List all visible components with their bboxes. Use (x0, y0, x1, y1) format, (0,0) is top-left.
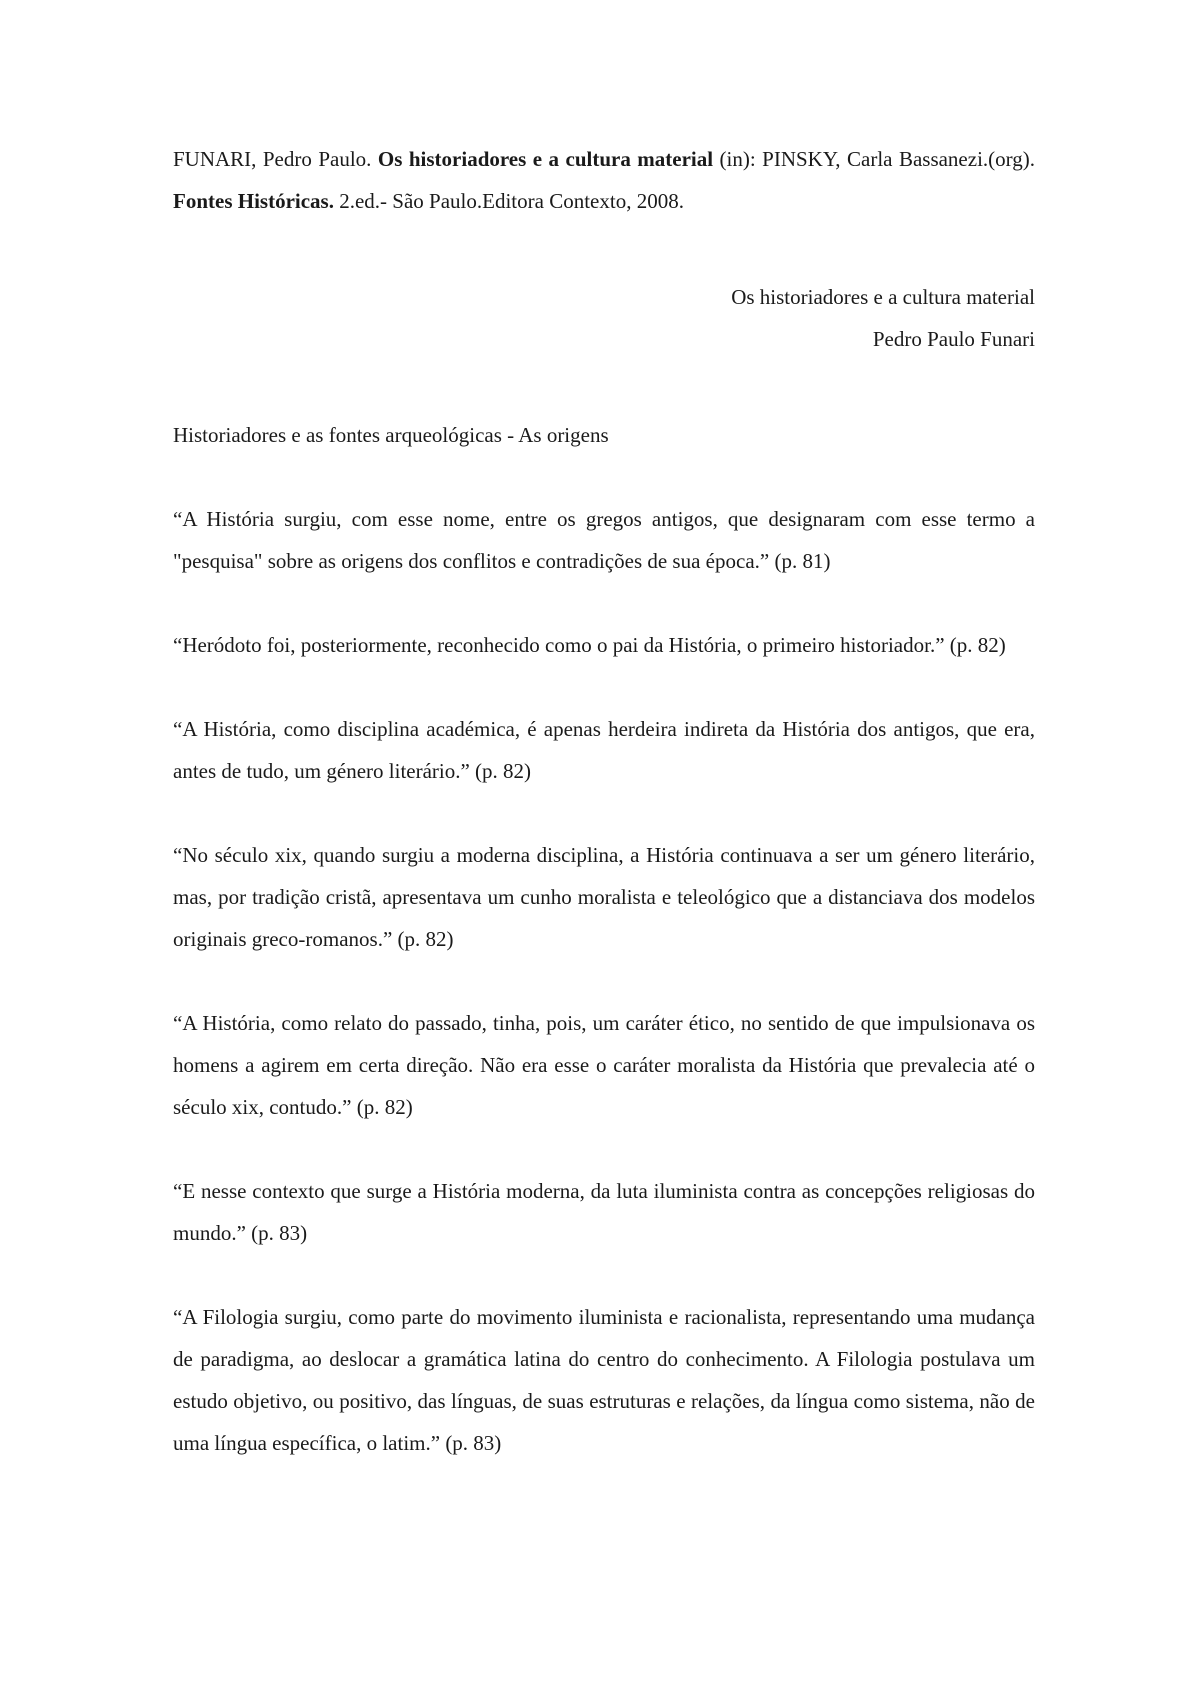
quote-paragraph: “E nesse contexto que surge a História moderna, da luta iluminista contra as concepções religiosas do mundo.” (p. 83) (173, 1179, 1035, 1245)
bibliographic-reference (173, 138, 1035, 222)
document-page (173, 138, 1035, 1506)
quote-paragraph: “No século xix, quando surgiu a moderna disciplina, a História continuava a ser um género literário, mas, por tradição cristã, apresentava um cunho moralista e teleológico que a distanciava dos modelos originais greco-romanos.” (p. 82) (173, 843, 1035, 951)
title-block (173, 276, 1035, 360)
quote-paragraph: “A Filologia surgiu, como parte do movimento iluminista e racionalista, representando uma mudança de paradigma, ao deslocar a gramática latina do centro do conhecimento. A Filologia postulava um estudo objetivo, ou positivo, das línguas, de suas estruturas e relações, da língua como sistema, não de uma língua específica, o latim.” (p. 83) (173, 1305, 1035, 1455)
reference-chapter-title: Os historiadores e a cultura material (377, 147, 714, 171)
reference-author: FUNARI, Pedro Paulo. (173, 147, 372, 171)
quote-paragraph: “A História, como disciplina académica, é apenas herdeira indireta da História dos antigos, que era, antes de tudo, um género literário.” (p. 82) (173, 717, 1035, 783)
document-title: Os historiadores e a cultura material (731, 285, 1035, 309)
quote-paragraph: “A História, como relato do passado, tinha, pois, um caráter ético, no sentido de que impulsionava os homens a agirem em certa direção. Não era esse o caráter moralista da História que prevalecia até o século xix, contudo.” (p. 82) (173, 1011, 1035, 1119)
reference-edition: 2.ed.- São Paulo.Editora Contexto, 2008. (339, 189, 684, 213)
reference-book-title: Fontes Históricas. (173, 189, 334, 213)
quote-paragraph: “A História surgiu, com esse nome, entre os gregos antigos, que designaram com esse termo a "pesquisa" sobre as origens dos conflitos e contradições de sua época.” (p. 81) (173, 507, 1035, 573)
document-author: Pedro Paulo Funari (872, 327, 1035, 351)
reference-in-text: (in): PINSKY, Carla Bassanezi.(org). (719, 147, 1036, 171)
section-heading: Historiadores e as fontes arqueológicas - As origens (173, 423, 609, 447)
quote-paragraph: “Heródoto foi, posteriormente, reconhecido como o pai da História, o primeiro historiador.” (p. 82) (173, 633, 1006, 657)
